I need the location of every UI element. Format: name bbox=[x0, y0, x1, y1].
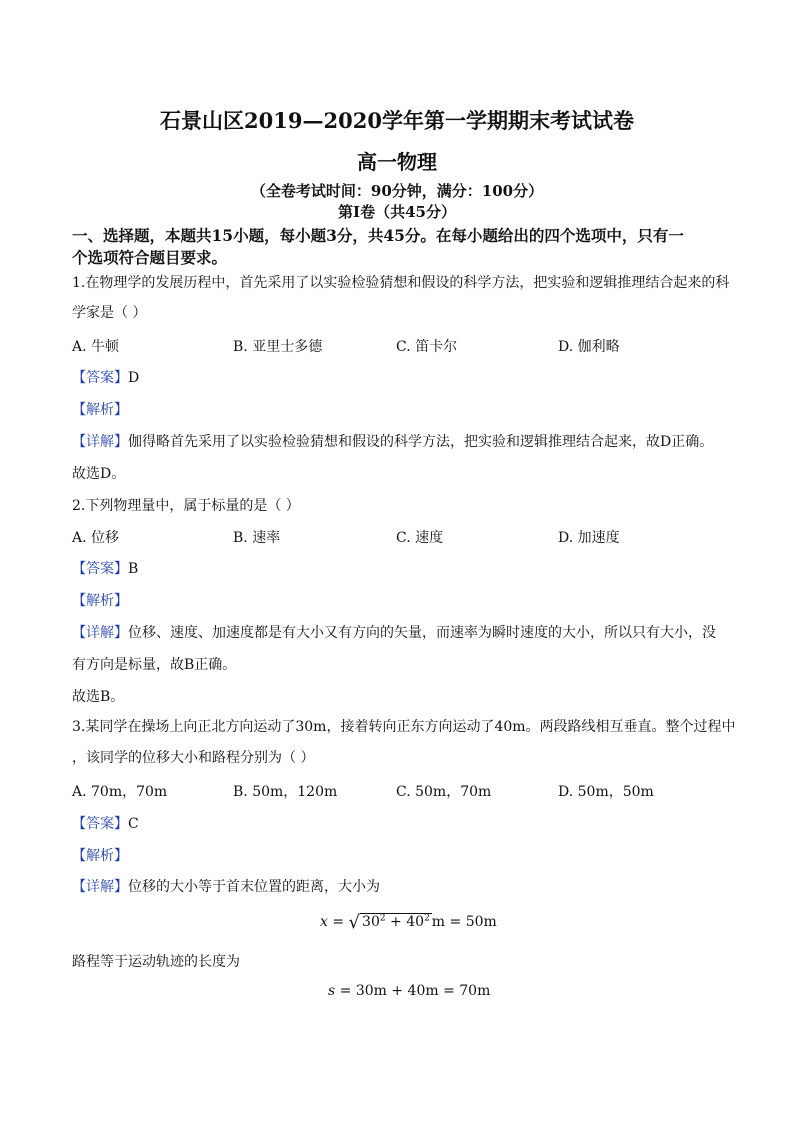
q3-stem-line2: ，该同学的位移大小和路程分别为（ ） bbox=[72, 750, 315, 766]
formula1-equals: = bbox=[332, 914, 345, 930]
q1-answer-line bbox=[72, 367, 139, 387]
q3-option-b: B. 50m，120m bbox=[233, 784, 338, 800]
q3-option-d: D. 50m，50m bbox=[558, 784, 654, 800]
section-heading-line1: 一、选择题，本题共15小题，每小题3分，共45分。在每小题给出的四个选项中，只有一 bbox=[72, 226, 684, 245]
analysis-label: 【解析】 bbox=[72, 402, 128, 418]
analysis-label: 【解析】 bbox=[72, 848, 128, 864]
q2-analysis-line bbox=[72, 590, 128, 610]
q3-analysis-line bbox=[72, 845, 128, 865]
q3-answer-value: C bbox=[128, 816, 139, 832]
q3-detail-line bbox=[72, 876, 380, 896]
q1-option-c: C. 笛卡尔 bbox=[396, 339, 458, 355]
q2-option-b: B. 速率 bbox=[233, 530, 281, 546]
q1-stem-line2: 学家是（ ） bbox=[72, 305, 147, 321]
q1-conclusion: 故选D。 bbox=[72, 466, 126, 482]
q2-detail-line1 bbox=[72, 622, 716, 642]
q3-path-text: 路程等于运动轨迹的长度为 bbox=[72, 954, 240, 970]
q3-stem-line1: 3.某同学在操场上向正北方向运动了30m，接着转向正东方向运动了40m。两段路线相互垂直。整个过程中 bbox=[72, 719, 736, 735]
radicand-a: 30 bbox=[362, 914, 380, 930]
radicand-b: 40 bbox=[406, 914, 425, 930]
distance-formula bbox=[328, 983, 490, 999]
exam-title: 石景山区2019—2020学年第一学期期末考试试卷 bbox=[160, 108, 634, 133]
formula1-lhs: x bbox=[320, 914, 328, 930]
q2-option-d: D. 加速度 bbox=[558, 530, 620, 546]
sqrt-expression bbox=[349, 912, 432, 933]
q1-option-a: A. 牛顿 bbox=[72, 339, 120, 355]
analysis-label: 【解析】 bbox=[72, 593, 128, 609]
q1-option-b: B. 亚里士多德 bbox=[233, 339, 323, 355]
q2-stem: 2.下列物理量中，属于标量的是（ ） bbox=[72, 498, 300, 514]
q3-option-c: C. 50m，70m bbox=[396, 784, 492, 800]
q3-option-a: A. 70m，70m bbox=[72, 784, 168, 800]
q1-answer-value: D bbox=[128, 370, 140, 386]
q2-detail-line2: 有方向是标量，故B正确。 bbox=[72, 657, 237, 673]
q2-answer-line bbox=[72, 558, 138, 578]
detail-label: 【详解】 bbox=[72, 625, 128, 641]
q2-option-a: A. 位移 bbox=[72, 530, 120, 546]
q1-detail-text: 伽得略首先采用了以实验检验猜想和假设的科学方法，把实验和逻辑推理结合起来，故D正确。 bbox=[128, 434, 714, 450]
exponent-b: 2 bbox=[424, 913, 430, 924]
formula1-rhs: = 50m bbox=[449, 914, 497, 930]
q1-detail-line bbox=[72, 431, 713, 451]
q2-detail-text1: 位移、速度、加速度都是有大小又有方向的矢量，而速率为瞬时速度的大小，所以只有大小，没 bbox=[128, 625, 716, 641]
radical-sign-icon: √ bbox=[348, 912, 361, 933]
answer-label: 【答案】 bbox=[72, 561, 128, 577]
formula1-plus: + bbox=[390, 914, 402, 930]
q1-stem-line1: 1.在物理学的发展历程中，首先采用了以实验检验猜想和假设的科学方法，把实验和逻辑推理结合起来的科 bbox=[72, 275, 730, 291]
subject-title: 高一物理 bbox=[357, 150, 437, 174]
exponent-a: 2 bbox=[379, 913, 386, 924]
displacement-formula bbox=[320, 912, 497, 933]
formula2-lhs: s bbox=[328, 983, 336, 999]
detail-label: 【详解】 bbox=[72, 434, 128, 450]
q2-option-c: C. 速度 bbox=[396, 530, 444, 546]
formula2-rhs: = 30m + 40m = 70m bbox=[339, 983, 491, 999]
q3-answer-line bbox=[72, 813, 139, 833]
answer-label: 【答案】 bbox=[72, 370, 128, 386]
detail-label: 【详解】 bbox=[72, 879, 128, 895]
volume-heading: 第I卷（共45分） bbox=[338, 203, 456, 221]
answer-label: 【答案】 bbox=[72, 816, 128, 832]
q1-option-d: D. 伽利略 bbox=[558, 339, 620, 355]
q1-analysis-line bbox=[72, 399, 128, 419]
q2-conclusion: 故选B。 bbox=[72, 689, 125, 705]
formula1-unit: m bbox=[431, 914, 446, 930]
q2-answer-value: B bbox=[128, 561, 139, 577]
section-heading-line2: 个选项符合题目要求。 bbox=[72, 248, 228, 267]
q3-detail-text: 位移的大小等于首末位置的距离，大小为 bbox=[128, 879, 380, 895]
exam-time-note: （全卷考试时间：90分钟，满分：100分） bbox=[250, 182, 544, 200]
